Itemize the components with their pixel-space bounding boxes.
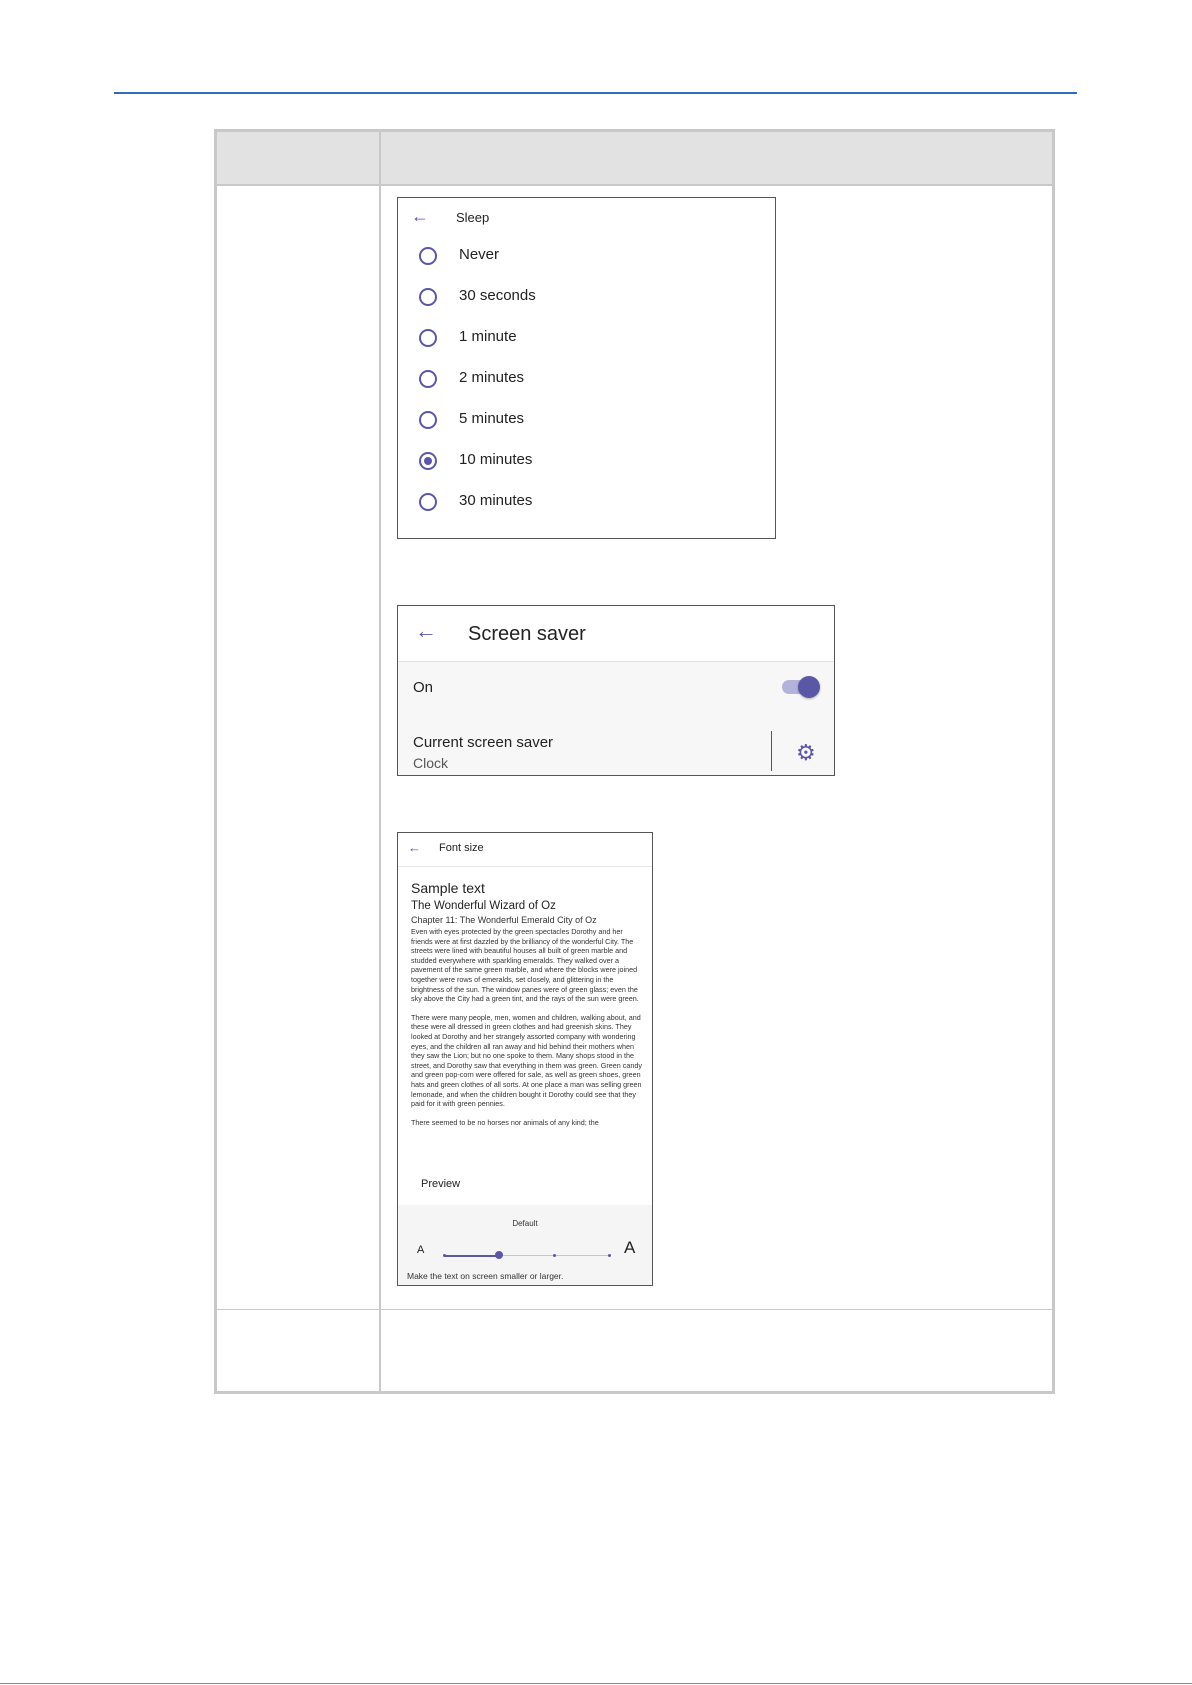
sample-paragraph: There seemed to be no horses nor animals of any kind; the bbox=[411, 1117, 599, 1127]
sample-paragraph: Even with eyes protected by the green spectacles Dorothy and her friends were at first dazzled by the brilliancy of the wonderful City. The streets were lined with beautiful houses all built of green marble and studded everywhere with sparkling emeralds. They walked over a pavement of the same green marble, and where the blocks were joined together were rows of emeralds, set closely, and glittering in the brightness of the sun. The window panes were of green glass; even the sky above the City had a green tint, and the rays of the sun were green. bbox=[411, 927, 639, 1004]
sleep-option-label: 10 minutes bbox=[459, 451, 533, 468]
radio-button-icon[interactable] bbox=[419, 493, 437, 511]
vertical-divider bbox=[771, 731, 772, 771]
font-size-controls bbox=[398, 1205, 652, 1286]
sleep-option-30-seconds[interactable] bbox=[398, 279, 775, 320]
font-size-header bbox=[398, 833, 652, 867]
font-size-slider[interactable] bbox=[444, 1251, 609, 1261]
gear-icon[interactable]: ⚙ bbox=[796, 740, 816, 765]
slider-tick bbox=[608, 1254, 611, 1257]
radio-button-icon[interactable] bbox=[419, 370, 437, 388]
sleep-option-10-minutes[interactable] bbox=[398, 443, 775, 484]
sleep-option-label: Never bbox=[459, 246, 500, 263]
sample-heading: Sample text bbox=[411, 880, 485, 896]
screen-saver-toggle[interactable] bbox=[782, 680, 814, 694]
sleep-option-30-minutes[interactable] bbox=[398, 484, 775, 525]
screen-saver-header bbox=[398, 606, 834, 662]
slider-fill bbox=[444, 1255, 499, 1257]
back-arrow-icon[interactable]: ← bbox=[408, 840, 421, 855]
font-level-label: Default bbox=[512, 1219, 538, 1228]
page-header-rule bbox=[114, 92, 1077, 94]
book-title: The Wonderful Wizard of Oz bbox=[411, 900, 556, 912]
sleep-option-label: 30 seconds bbox=[459, 287, 536, 304]
back-arrow-icon[interactable]: ← bbox=[411, 206, 429, 226]
font-size-hint: Make the text on screen smaller or larger. bbox=[407, 1271, 564, 1281]
sample-paragraph: There were many people, men, women and children, walking about, and these were all dressed in green clothes and had greenish skins. They looked at Dorothy and her strangely assorted company with wondering eyes, and the children all ran away and hid behind their mothers when they saw the Lion; but no one spoke to them. Many shops stood in the street, and Dorothy saw that everything in them was green. Green candy and green pop-corn were offered for sale, as well as green shoes, green hats and green clothes of all sorts. At one place a man was selling green lemonade, and when the children bought it Dorothy could see that they paid for it with green pennies. bbox=[411, 1012, 642, 1109]
sample-text-area bbox=[411, 880, 643, 1136]
sleep-title: Sleep bbox=[456, 210, 490, 225]
sleep-option-never[interactable] bbox=[398, 238, 775, 279]
current-screen-saver-value: Clock bbox=[413, 755, 449, 771]
large-a-icon: A bbox=[624, 1238, 636, 1257]
slider-tick bbox=[553, 1254, 556, 1257]
sleep-options-list bbox=[398, 238, 775, 525]
sleep-option-label: 1 minute bbox=[459, 328, 517, 345]
slider-thumb[interactable] bbox=[495, 1251, 503, 1259]
toggle-knob bbox=[798, 676, 820, 698]
sleep-option-label: 2 minutes bbox=[459, 369, 525, 386]
sleep-option-label: 5 minutes bbox=[459, 410, 525, 427]
screen-saver-title: Screen saver bbox=[468, 623, 586, 645]
radio-button-icon[interactable] bbox=[419, 411, 437, 429]
page-footer-rule bbox=[0, 1683, 1192, 1684]
radio-button-checked-icon[interactable] bbox=[419, 452, 437, 470]
font-size-screenshot bbox=[397, 832, 653, 1286]
table-row-divider bbox=[217, 1309, 1052, 1310]
screen-saver-on-label: On bbox=[413, 679, 434, 696]
back-arrow-icon[interactable]: ← bbox=[415, 618, 437, 643]
font-size-title: Font size bbox=[439, 842, 484, 854]
sleep-option-2-minutes[interactable] bbox=[398, 361, 775, 402]
sleep-option-5-minutes[interactable] bbox=[398, 402, 775, 443]
sleep-option-1-minute[interactable] bbox=[398, 320, 775, 361]
table-column-divider bbox=[379, 132, 381, 1391]
radio-button-icon[interactable] bbox=[419, 329, 437, 347]
slider-tick bbox=[443, 1254, 446, 1257]
preview-label: Preview bbox=[421, 1178, 461, 1190]
small-a-icon: A bbox=[417, 1244, 425, 1256]
sleep-option-label: 30 minutes bbox=[459, 492, 533, 509]
current-screen-saver-label[interactable]: Current screen saver bbox=[413, 734, 554, 751]
radio-button-icon[interactable] bbox=[419, 288, 437, 306]
screen-saver-screenshot bbox=[397, 605, 835, 776]
chapter-title: Chapter 11: The Wonderful Emerald City of Oz bbox=[411, 915, 597, 925]
table-header-row bbox=[217, 132, 1052, 186]
sleep-settings-screenshot bbox=[397, 197, 776, 539]
radio-button-icon[interactable] bbox=[419, 247, 437, 265]
